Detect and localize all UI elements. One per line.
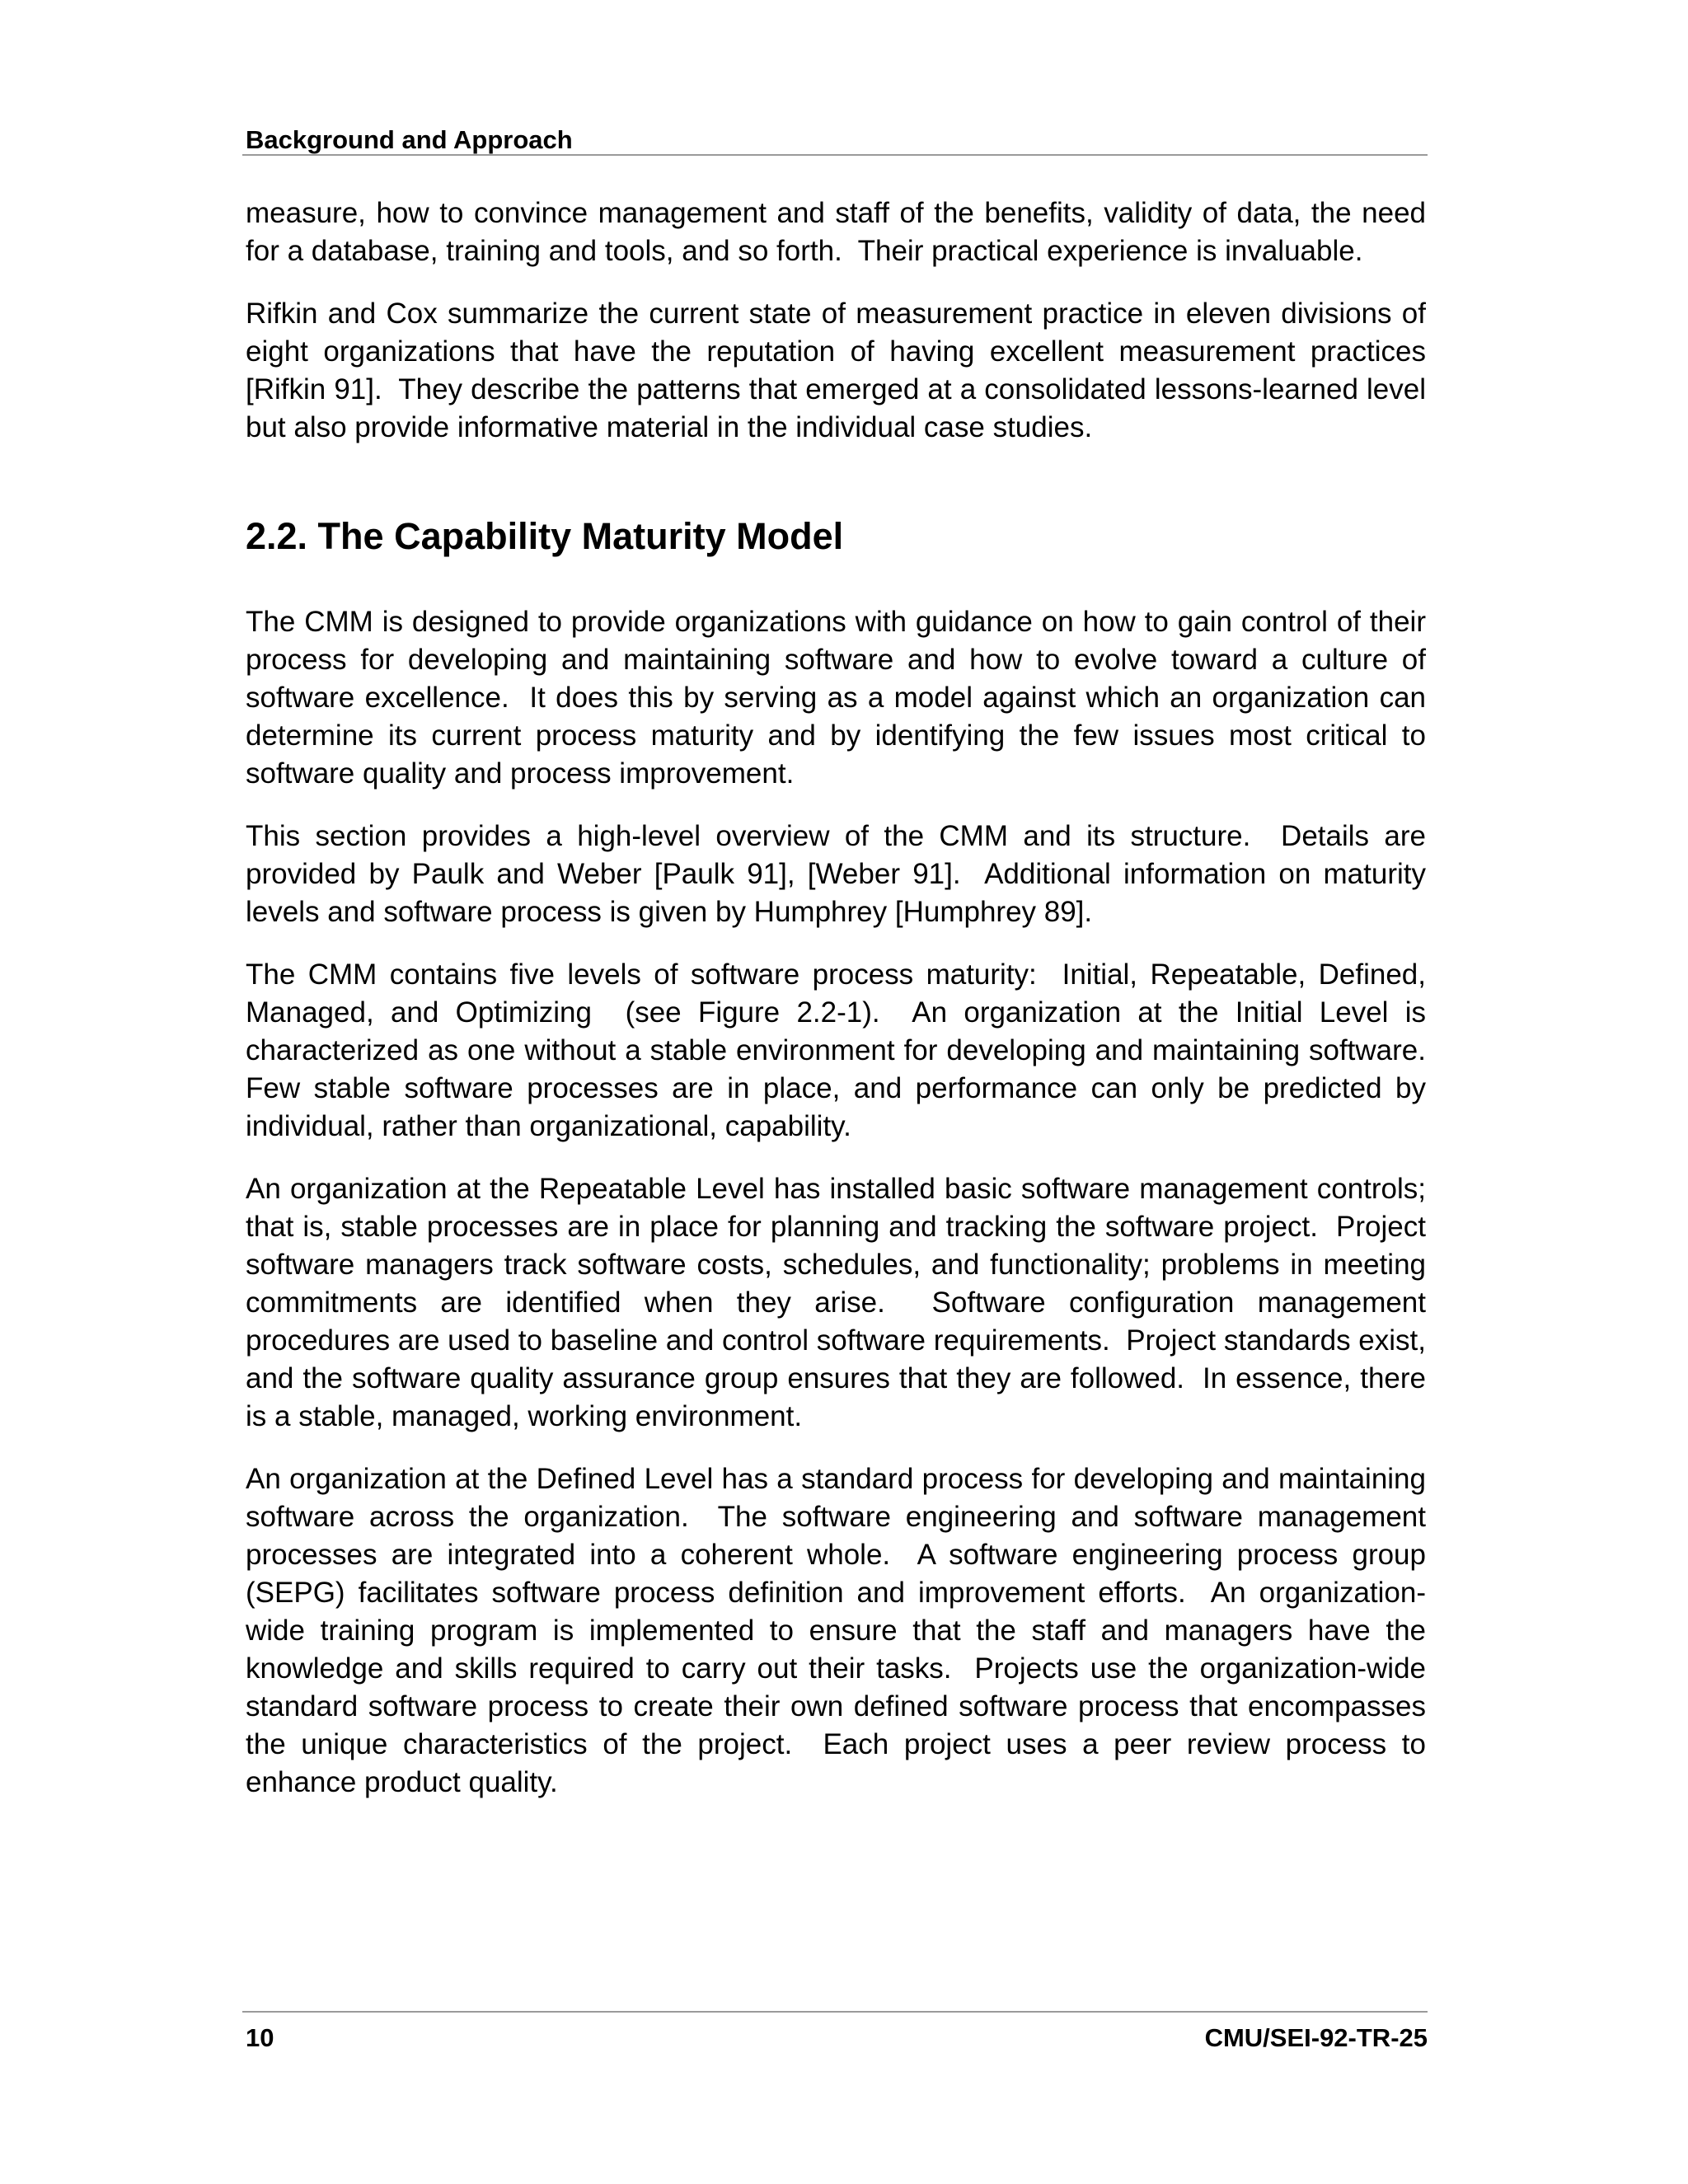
footer-divider bbox=[242, 2011, 1428, 2013]
body-text bbox=[246, 194, 1442, 1826]
paragraph-repeatable-level: An organization at the Repeatable Level has installed basic software management controls; that is, stable processes are in place for planning and tracking the software project. Project software managers track software costs, schedules, and functionality; problems in meeting commitments are identified when they arise. Software configuration management procedures are used to baseline and control software requirements. Project standards exist, and the software quality assurance group ensures that they are followed. In essence, there is a stable, managed, working environment. bbox=[246, 1173, 1434, 1432]
section-heading: 2.2. The Capability Maturity Model bbox=[246, 515, 844, 557]
paragraph-initial-level: The CMM contains five levels of software process maturity: Initial, Repeatable, Defined, Managed, and Optimizing (see Figure 2.2-1). An organization at the Initial Level is characterized as one without a stable environment for developing and maintaining software. Few stable software processes are in place, and performance can only be predicted by individual, rather than organizational, capability. bbox=[246, 958, 1442, 1142]
paragraph-defined-level: An organization at the Defined Level has a standard process for developing and maintaining software across the organization. The software engineering and software management processes are integrated into a coherent whole. A software engineering process group (SEPG) facilitates software process definition and improvement efforts. An organization-wide training program is implemented to ensure that the staff and managers have the knowledge and skills required to carry out their tasks. Projects use the organization-wide standard software process to create their own defined software process that encompasses the unique characteristics of the project. Each project uses a peer review process to enhance product quality. bbox=[246, 1463, 1434, 1798]
running-header: Background and Approach bbox=[246, 125, 573, 154]
page-number: 10 bbox=[246, 2023, 274, 2052]
paragraph-rifkin-cox: Rifkin and Cox summarize the current state of measurement practice in eleven divisions of eight organizations that have the reputation of having excellent measurement practices [Rifkin 91]. They describe the patterns that emerged at a consolidated lessons-learned level but also provide informative material in the individual case studies. bbox=[246, 298, 1434, 443]
paragraph-cmm-overview: This section provides a high-level overview of the CMM and its structure. Details are provided by Paulk and Weber [Paulk 91], [Weber 91]. Additional information on maturity levels and software process is given by Humphrey [Humphrey 89]. bbox=[246, 820, 1434, 928]
paragraph-cmm-purpose: The CMM is designed to provide organizations with guidance on how to gain control of their process for developing and maintaining software and how to evolve toward a culture of software excellence. It does this by serving as a model against which an organization can determine its current process maturity and by identifying the few issues most critical to software quality and process improvement. bbox=[246, 606, 1434, 790]
header-divider bbox=[242, 154, 1428, 156]
report-id: CMU/SEI-92-TR-25 bbox=[1204, 2023, 1428, 2052]
paragraph-measurement-experience: measure, how to convince management and staff of the benefits, validity of data, the need for a database, training and tools, and so forth. Their practical experience is invaluable. bbox=[246, 197, 1434, 267]
